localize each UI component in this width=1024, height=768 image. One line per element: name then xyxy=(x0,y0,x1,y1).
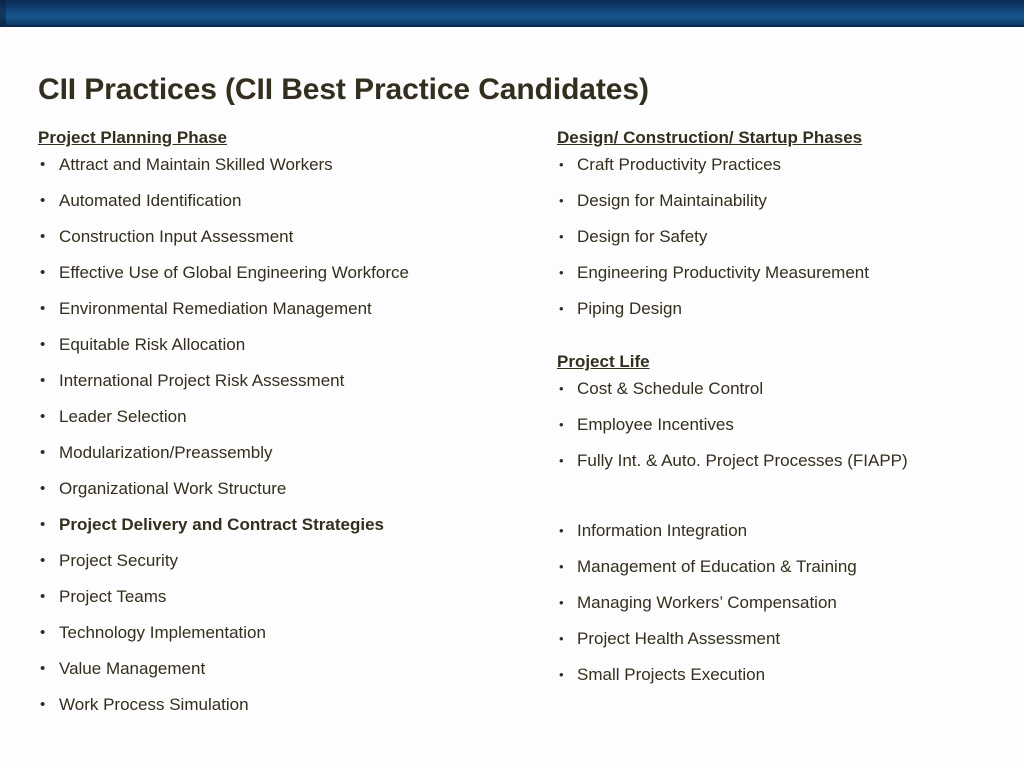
top-accent-band xyxy=(0,0,1024,27)
list-item[interactable] xyxy=(38,226,543,262)
list-item-highlighted[interactable] xyxy=(38,514,543,550)
list-item[interactable] xyxy=(38,694,543,730)
list-item[interactable] xyxy=(557,628,1007,664)
list-item-label: • Project Security xyxy=(59,551,179,570)
list-item[interactable] xyxy=(557,262,1007,298)
list-item[interactable] xyxy=(38,658,543,694)
list-item[interactable] xyxy=(38,262,543,298)
section-design-construction-startup-phases xyxy=(557,128,1007,334)
list-item[interactable] xyxy=(557,520,1007,556)
list-item[interactable] xyxy=(38,586,543,622)
list-item-label: • Information Integration xyxy=(577,521,748,540)
list-item[interactable] xyxy=(38,406,543,442)
section-heading-design-construction-startup-phases: Design/ Construction/ Startup Phases xyxy=(557,128,863,147)
list-item[interactable] xyxy=(557,592,1007,628)
list-item[interactable] xyxy=(38,478,543,514)
list-item-label: • Managing Workers’ Compensation xyxy=(577,593,837,612)
right-column xyxy=(557,128,1007,700)
list-item-label: • International Project Risk Assessment xyxy=(59,371,345,390)
top-accent-band-left-cap xyxy=(0,0,6,27)
list-item[interactable] xyxy=(38,190,543,226)
list-item[interactable] xyxy=(557,378,1007,414)
list-item-label: • Design for Safety xyxy=(577,227,708,246)
list-item-label: • Project Delivery and Contract Strategies xyxy=(59,515,385,534)
list-item-label: • Piping Design xyxy=(577,299,682,318)
list-item-label: • Craft Productivity Practices xyxy=(577,155,782,174)
section-project-life xyxy=(557,352,1007,700)
list-item-label: • Cost & Schedule Control xyxy=(577,379,764,398)
list-item-label: • Technology Implementation xyxy=(59,623,266,642)
list-item[interactable] xyxy=(557,226,1007,262)
list-item[interactable] xyxy=(38,334,543,370)
list-item[interactable] xyxy=(557,556,1007,592)
top-accent-band-underline xyxy=(0,25,1024,27)
list-item-label: • Attract and Maintain Skilled Workers xyxy=(59,155,333,174)
practice-list-design-construction-startup-phases xyxy=(557,154,1007,334)
list-item-label: • Automated Identification xyxy=(59,191,242,210)
list-item-label: • Value Management xyxy=(59,659,206,678)
list-item[interactable] xyxy=(38,298,543,334)
list-item-label: • Leader Selection xyxy=(59,407,187,426)
list-item-label: • Construction Input Assessment xyxy=(59,227,294,246)
section-heading-project-life: Project Life xyxy=(557,352,650,371)
list-item[interactable] xyxy=(38,370,543,406)
list-item-label: • Environmental Remediation Management xyxy=(59,299,372,318)
list-item-label: • Work Process Simulation xyxy=(59,695,249,714)
list-item-label: • Fully Int. & Auto. Project Processes (FIAPP) xyxy=(577,451,908,470)
section-heading-project-planning-phase: Project Planning Phase xyxy=(38,128,227,147)
list-item-label: • Effective Use of Global Engineering Workforce xyxy=(59,263,409,282)
list-item-label: • Small Projects Execution xyxy=(577,665,766,684)
practice-list-project-life xyxy=(557,378,1007,700)
list-item[interactable] xyxy=(38,154,543,190)
list-item[interactable] xyxy=(557,298,1007,334)
section-spacer xyxy=(557,334,1007,352)
list-item[interactable] xyxy=(38,442,543,478)
list-item-label: • Project Health Assessment xyxy=(577,629,781,648)
list-item-label: • Engineering Productivity Measurement xyxy=(577,263,869,282)
list-item[interactable] xyxy=(557,664,1007,700)
list-item-label: • Modularization/Preassembly xyxy=(59,443,273,462)
list-item-label: • Design for Maintainability xyxy=(577,191,767,210)
list-item[interactable] xyxy=(38,622,543,658)
list-item[interactable] xyxy=(38,550,543,586)
list-item-label: • Project Teams xyxy=(59,587,167,606)
page-title: CII Practices (CII Best Practice Candidates) xyxy=(38,73,649,107)
list-item-label: • Management of Education & Training xyxy=(577,557,857,576)
list-item-label: • Organizational Work Structure xyxy=(59,479,287,498)
practice-list-project-planning-phase xyxy=(38,154,543,730)
list-item-label: • Equitable Risk Allocation xyxy=(59,335,246,354)
section-project-planning-phase xyxy=(38,128,543,730)
list-item[interactable] xyxy=(557,154,1007,190)
left-column xyxy=(38,128,543,730)
list-item[interactable] xyxy=(557,450,1007,520)
list-item[interactable] xyxy=(557,414,1007,450)
list-item-label: • Employee Incentives xyxy=(577,415,734,434)
list-item[interactable] xyxy=(557,190,1007,226)
